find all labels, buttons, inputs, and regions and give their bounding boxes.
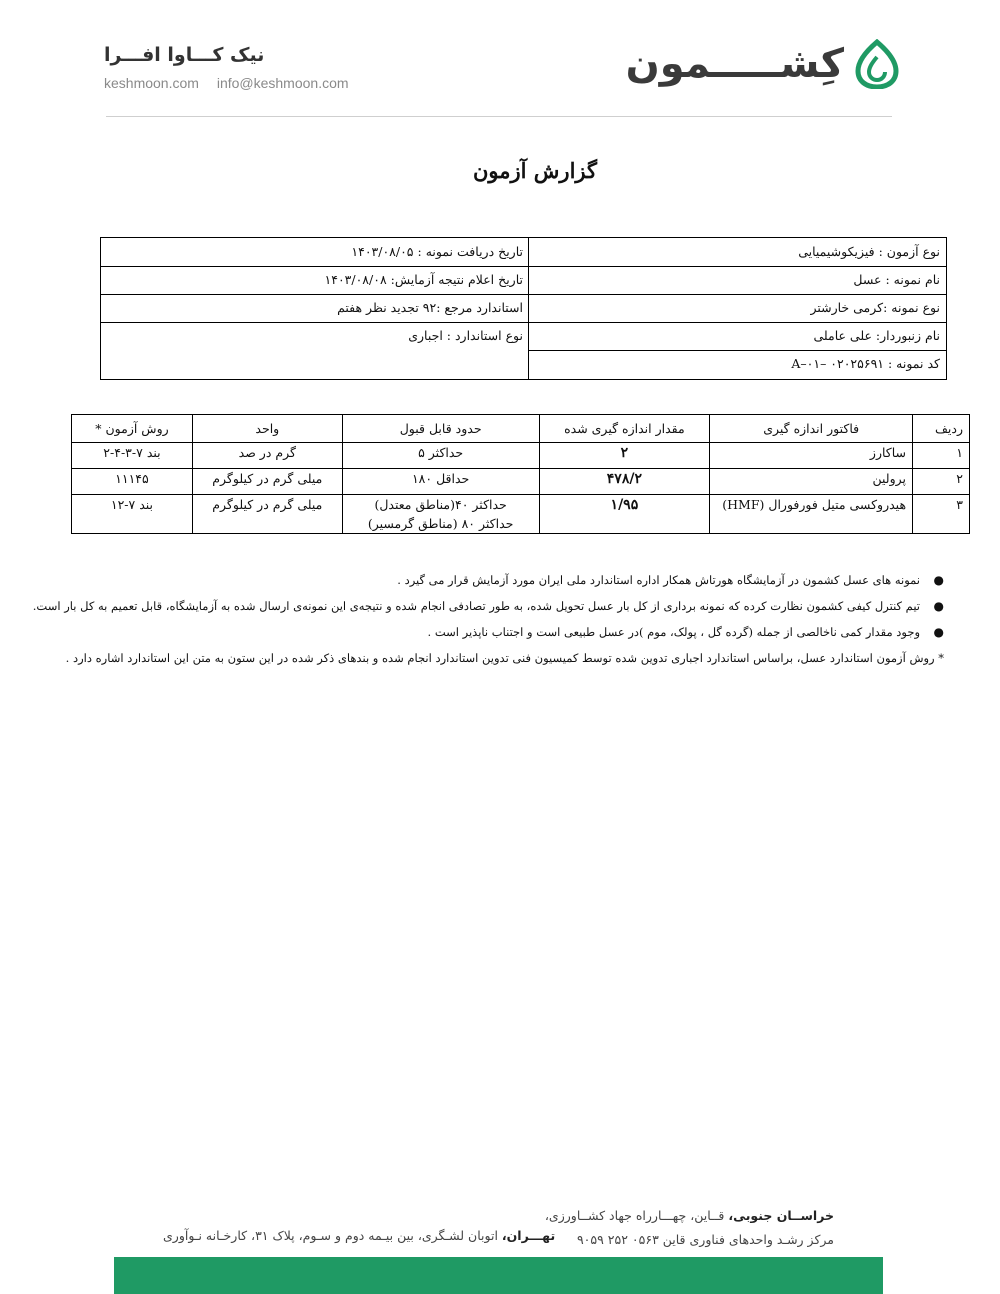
brand-logo (626, 36, 900, 92)
col-header-row: ردیف (913, 415, 970, 443)
reference-standard: استاندارد مرجع :۹۲ تجدید نظر هفتم (337, 300, 523, 315)
table-header-row (72, 415, 970, 443)
limit-cell: حداکثر ۵ (342, 443, 539, 469)
col-header-method: روش آزمون * (72, 415, 193, 443)
sample-info-table (100, 237, 947, 380)
col-header-limits: حدود قابل قبول (342, 415, 539, 443)
note-text: نمونه های عسل کشمون در آزمایشگاه هورتاش همکار اداره استاندارد ملی ایران مورد آزمایش قرار می گیرد . (397, 573, 920, 587)
factor-cell: هیدروکسی متیل فورفورال (HMF) (710, 495, 913, 534)
limit-tropical: حداکثر ۸۰ (مناطق گرمسیر) (367, 516, 514, 531)
khorasan-address-block (545, 1204, 834, 1252)
limit-temperate: حداکثر ۴۰(مناطق معتدل) (374, 497, 507, 512)
results-table (71, 414, 970, 534)
khorasan-street: قــاین، چهـــارراه جهاد کشــاورزی، (544, 1208, 729, 1223)
measured-cell: ۱/۹۵ (539, 495, 710, 534)
note-item (32, 593, 944, 619)
method-footnote (65, 645, 944, 671)
note-text: وجود مقدار کمی ناخالصی از جمله (گرده گل ، پولک، موم )در عسل طبیعی است و اجتناب ناپذیر است . (427, 625, 920, 639)
footer-brand-bar (114, 1257, 883, 1294)
test-type: نوع آزمون : فیزیکوشیمیایی (798, 244, 940, 259)
receive-date: تاریخ دریافت نمونه : ۱۴۰۳/۰۸/۰۵ (351, 244, 523, 259)
city-label: تهـــران، (501, 1228, 556, 1243)
standard-type: نوع استاندارد : اجباری (408, 328, 523, 343)
drop-logo-icon (854, 39, 900, 89)
col-header-factor: فاکتور اندازه گیری (710, 415, 913, 443)
footnote-text: * روش آزمون استاندارد عسل، براساس استاندارد اجباری تدوین شده توسط کمیسیون فنی تدوین استاندارد انجام شده و بندهای ذکر شده در این ستون به متن این استاندارد اشاره دارد . (65, 651, 944, 665)
logo-wordmark: کِشـــــمون (625, 41, 844, 87)
contact-line (104, 75, 363, 91)
measured-cell: ۲ (539, 443, 710, 469)
table-row (72, 469, 970, 495)
note-item (88, 619, 944, 645)
bullet-icon: ● (933, 625, 944, 639)
website-link[interactable]: keshmoon.com (104, 75, 199, 91)
beekeeper-name: نام زنبوردار: علی عاملی (813, 328, 940, 343)
bullet-icon: ● (933, 599, 944, 613)
table-row (72, 443, 970, 469)
tehran-street: اتوبان لشـگری، بین بیـمه دوم و سـوم، پلاک ۳۱، کارخـانه نـوآوری (163, 1228, 502, 1243)
limit-cell: حداقل ۱۸۰ (342, 469, 539, 495)
note-item (88, 567, 944, 593)
page-title: گزارش آزمون (472, 158, 597, 183)
notes-section (32, 567, 944, 671)
method-cell: ۱۱۱۴۵ (72, 469, 193, 495)
factor-cell: پرولین (710, 469, 913, 495)
factor-cell: ساکارز (710, 443, 913, 469)
sample-name: نام نمونه : عسل (853, 272, 940, 287)
row-number: ۱ (913, 443, 970, 469)
unit-cell: میلی گرم در کیلوگرم (192, 495, 342, 534)
table-row (72, 495, 970, 534)
measured-cell: ۴۷۸/۲ (539, 469, 710, 495)
limit-cell (342, 495, 539, 534)
sample-type: نوع نمونه :کرمی خارشتر (810, 300, 940, 315)
bullet-icon: ● (933, 573, 944, 587)
company-block (104, 44, 404, 66)
result-date: تاریخ اعلام نتیجه آزمایش: ۱۴۰۳/۰۸/۰۸ (324, 272, 523, 287)
col-header-unit: واحد (192, 415, 342, 443)
col-header-measured: مقدار اندازه گیری شده (539, 415, 710, 443)
method-cell: بند ۷-۳-۴-۲ (72, 443, 193, 469)
company-name: نیک کـــاوا افـــرا (104, 44, 265, 66)
sample-code: کد نمونه : A–۰۱– ۰۲۰۲۵۶۹۱ (791, 356, 940, 371)
row-number: ۳ (913, 495, 970, 534)
tehran-address (163, 1228, 555, 1243)
email-link[interactable]: info@keshmoon.com (216, 75, 349, 91)
header-divider (106, 116, 892, 117)
growth-center-line: مرکز رشـد واحدهای فناوری قاین ۰۵۶۳ ۲۵۲ ۹۰۵۹ (576, 1232, 834, 1247)
province-label: خراســان جنوبی، (728, 1208, 834, 1223)
method-cell: بند ۷-۱۲ (72, 495, 193, 534)
unit-cell: گرم در صد (192, 443, 342, 469)
khorasan-address (545, 1204, 834, 1228)
unit-cell: میلی گرم در کیلوگرم (192, 469, 342, 495)
row-number: ۲ (913, 469, 970, 495)
note-text: تیم کنترل کیفی کشمون نظارت کرده که نمونه برداری از کل بار عسل تحویل شده، به طور تصادفی انجام شده و نتیجه‌ی این نمونه‌ی ارسال شده به آزمایشگاه، قابل تعمیم به کل بار است. (32, 599, 920, 613)
